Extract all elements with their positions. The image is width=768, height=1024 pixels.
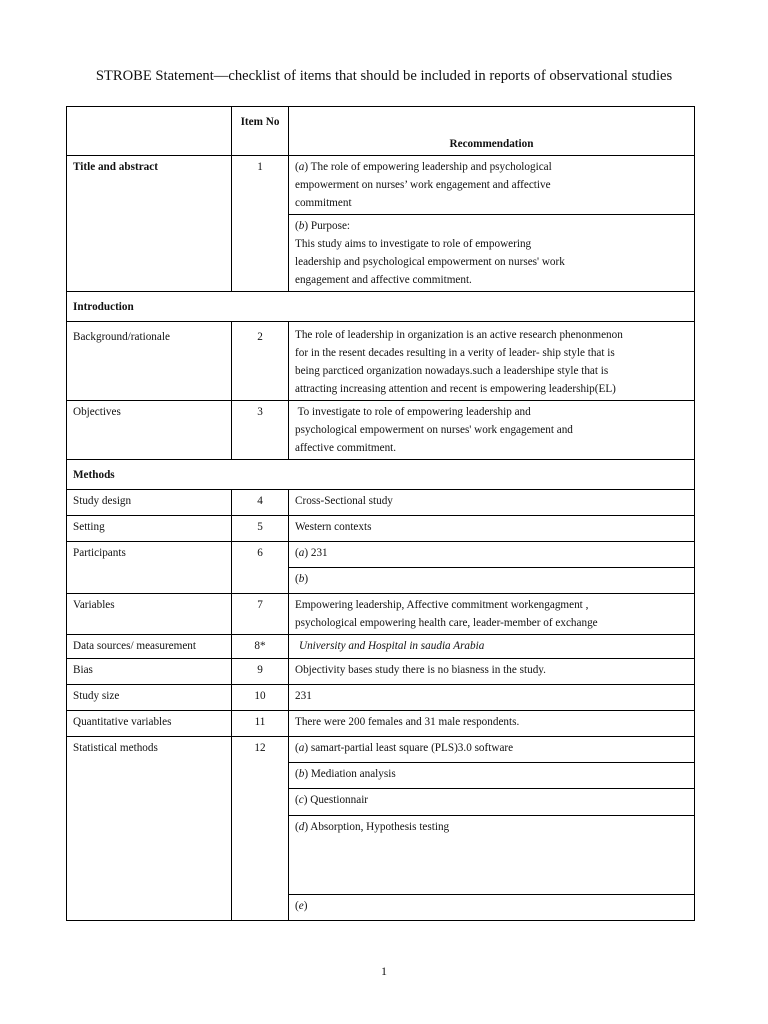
row-item-5: 5	[232, 516, 289, 542]
strobe-checklist-table	[66, 106, 695, 921]
recommendation-3	[289, 401, 695, 460]
rec-line: This study aims to investigate to role of empowering	[295, 238, 532, 250]
item-marker: d	[298, 821, 305, 833]
section-row	[67, 292, 695, 322]
header-item-no: Item No	[232, 107, 289, 156]
table-row	[67, 659, 695, 685]
table-row	[67, 490, 695, 516]
recommendation-6a: (a) 231	[289, 542, 695, 568]
rec-line: The role of leadership in organization is an active research phenonmenon	[295, 329, 623, 341]
recommendation-12c: (c) Questionnair	[289, 789, 695, 816]
recommendation-12b: (b) Mediation analysis	[289, 763, 695, 789]
table-row	[67, 711, 695, 737]
rec-text: Mediation analysis	[310, 768, 396, 780]
row-item-3: 3	[232, 401, 289, 460]
table-row	[67, 516, 695, 542]
row-label-variables: Variables	[67, 594, 232, 635]
row-label-title-abstract: Title and abstract	[67, 156, 232, 292]
row-item-8: 8*	[232, 635, 289, 659]
row-label-study-design: Study design	[67, 490, 232, 516]
item-marker: e	[298, 900, 304, 912]
header-recommendation: Recommendation	[289, 107, 695, 156]
table-row	[67, 737, 695, 763]
item-marker: b	[298, 768, 305, 780]
recommendation-12e: (e)	[289, 895, 695, 921]
rec-line: being parcticed organization nowadays.such a leadershipe style that is	[295, 365, 609, 377]
recommendation-4: Cross-Sectional study	[289, 490, 695, 516]
recommendation-11: There were 200 females and 31 male respondents.	[289, 711, 695, 737]
row-item-12: 12	[232, 737, 289, 921]
page-title: STROBE Statement—checklist of items that should be included in reports of observational studies	[95, 68, 673, 84]
rec-line: commitment	[295, 197, 352, 209]
rec-line: psychological empowering health care, leader-member of exchange	[295, 617, 598, 629]
item-marker: b	[298, 573, 305, 585]
table-row	[67, 322, 695, 401]
rec-line: Empowering leadership, Affective commitment workengagment ,	[295, 599, 589, 611]
item-marker: a	[298, 547, 305, 559]
section-heading-introduction: Introduction	[67, 292, 695, 322]
row-item-10: 10	[232, 685, 289, 711]
recommendation-6b: (b)	[289, 568, 695, 594]
rec-line: leadership and psychological empowerment on nurses' work	[295, 256, 565, 268]
row-item-11: 11	[232, 711, 289, 737]
rec-line: engagement and affective commitment.	[295, 274, 472, 286]
item-marker: a	[298, 161, 305, 173]
row-label-quantitative: Quantitative variables	[67, 711, 232, 737]
table-header-row	[67, 107, 695, 156]
recommendation-2	[289, 322, 695, 401]
recommendation-9: Objectivity bases study there is no biasness in the study.	[289, 659, 695, 685]
row-label-background: Background/rationale	[67, 322, 232, 401]
table-row	[67, 401, 695, 460]
row-label-participants: Participants	[67, 542, 232, 594]
row-label-bias: Bias	[67, 659, 232, 685]
section-row	[67, 460, 695, 490]
item-marker: c	[298, 794, 304, 806]
row-item-1: 1	[232, 156, 289, 292]
rec-text: samart-partial least square (PLS)3.0 software	[310, 742, 514, 754]
section-heading-methods: Methods	[67, 460, 695, 490]
rec-text: Questionnair	[310, 794, 369, 806]
item-marker: a	[298, 742, 305, 754]
rec-line: affective commitment.	[295, 442, 397, 454]
recommendation-5: Western contexts	[289, 516, 695, 542]
table-row	[67, 635, 695, 659]
recommendation-1b: (b) Purpose: This study aims to investigate to role of empowering leadership and psychological empowerment on nurses' work engagement and affective commitment.	[289, 215, 695, 292]
table-row	[67, 156, 695, 215]
row-label-data-sources: Data sources/ measurement	[67, 635, 232, 659]
rec-line: attracting increasing attention and recent is empowering leadership(EL)	[295, 383, 616, 395]
table-row	[67, 542, 695, 568]
recommendation-7	[289, 594, 695, 635]
row-label-setting: Setting	[67, 516, 232, 542]
row-label-statistical: Statistical methods	[67, 737, 232, 921]
rec-line: empowerment on nurses’ work engagement and affective	[295, 179, 551, 191]
row-label-study-size: Study size	[67, 685, 232, 711]
rec-line: The role of empowering leadership and psychological	[310, 161, 552, 173]
row-item-6: 6	[232, 542, 289, 594]
row-item-7: 7	[232, 594, 289, 635]
header-topic-cell	[67, 107, 232, 156]
item-marker: b	[298, 220, 305, 232]
recommendation-12d: (d) Absorption, Hypothesis testing	[289, 816, 695, 895]
rec-line: for in the resent decades resulting in a verity of leader- ship style that is	[295, 347, 615, 359]
rec-line: psychological empowerment on nurses' work engagement and	[295, 424, 573, 436]
recommendation-1a: (a) The role of empowering leadership and psychological empowerment on nurses’ work engagement and affective commitment	[289, 156, 695, 215]
recommendation-12a: (a) samart-partial least square (PLS)3.0 software	[289, 737, 695, 763]
row-item-2: 2	[232, 322, 289, 401]
recommendation-8: University and Hospital in saudia Arabia	[289, 635, 695, 659]
rec-line: To investigate to role of empowering leadership and	[295, 406, 531, 418]
table-row	[67, 594, 695, 635]
rec-line: Purpose:	[310, 220, 351, 232]
page-number: 1	[381, 964, 387, 978]
rec-text: 231	[310, 547, 328, 559]
table-row	[67, 685, 695, 711]
recommendation-10: 231	[289, 685, 695, 711]
row-item-9: 9	[232, 659, 289, 685]
row-label-objectives: Objectives	[67, 401, 232, 460]
rec-text: Absorption, Hypothesis testing	[310, 821, 450, 833]
row-item-4: 4	[232, 490, 289, 516]
